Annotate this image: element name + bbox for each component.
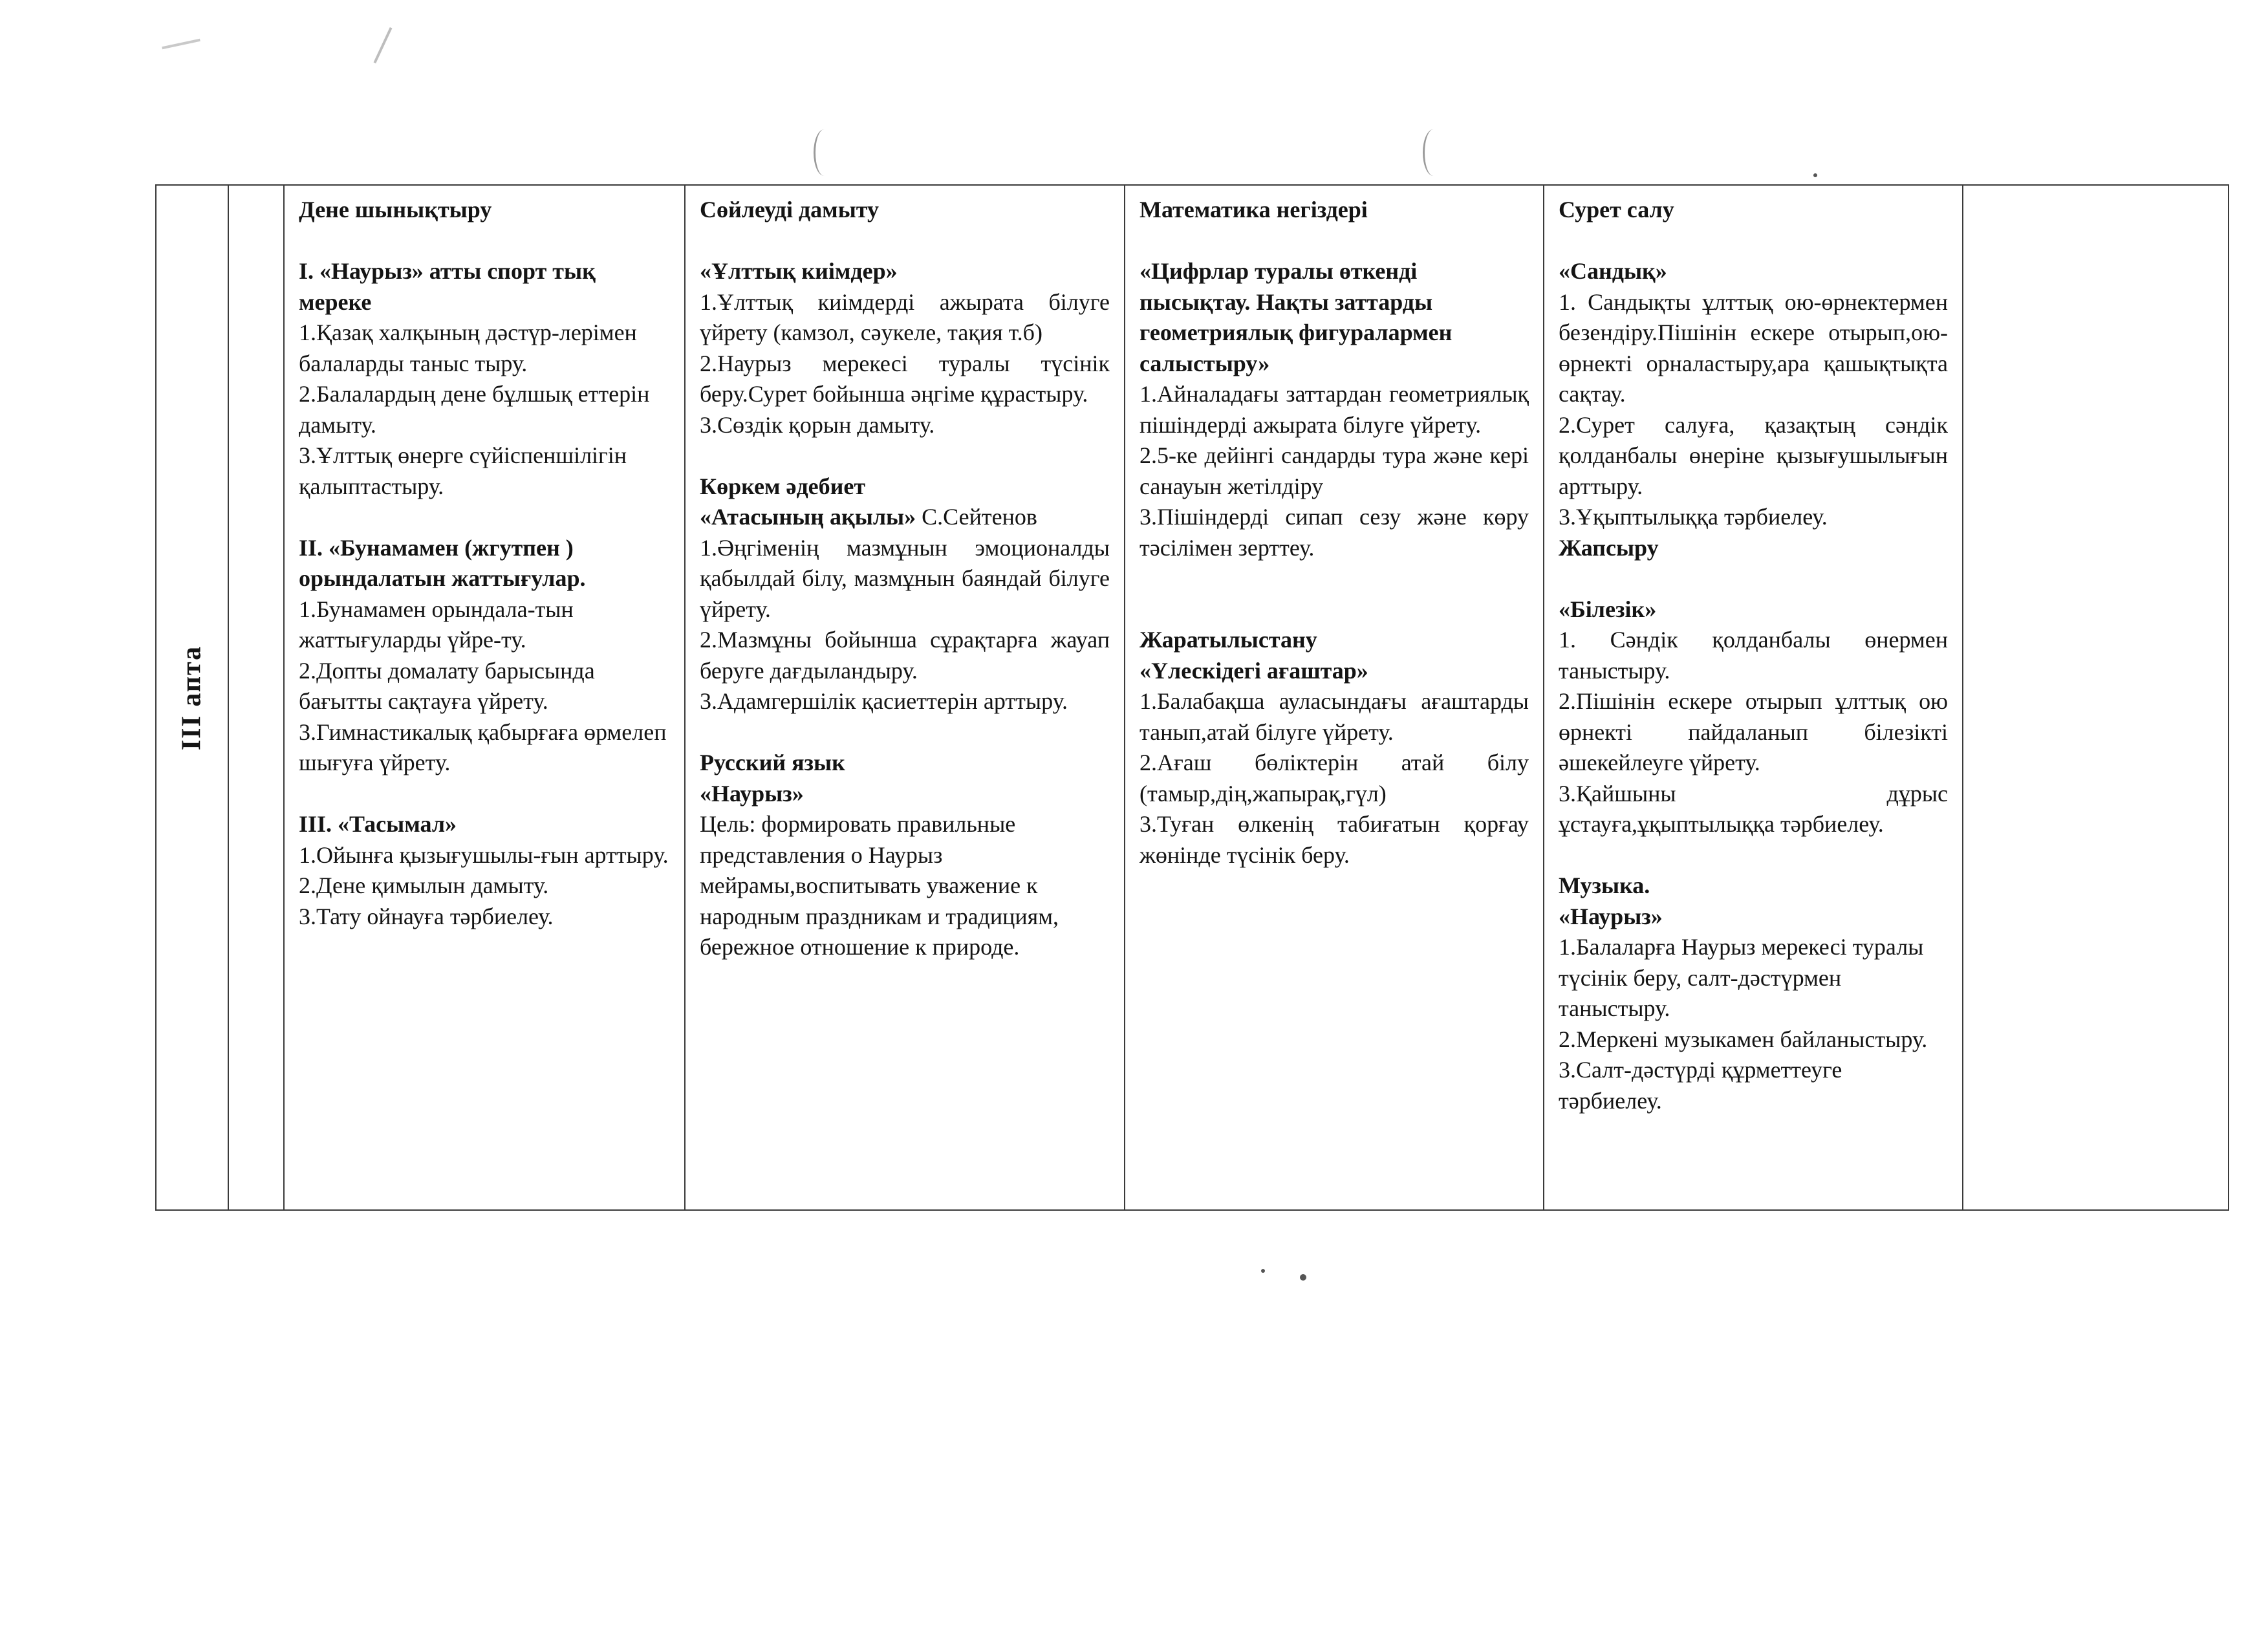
list-item: 1.Қазақ халқының дәстүр-лерімен балаларды таныс тыру. xyxy=(299,319,637,376)
list-item: 1.Бунамамен орындала-тын жаттығуларды үйре-ту. xyxy=(299,596,574,653)
list-item: 2.Мазмұны бойынша сұрақтарға жауап беруге дағдыландыру. xyxy=(700,627,1110,684)
list-item: 1.Балаларға Наурыз мерекесі туралы түсінік беру, салт-дәстүрмен таныстыру. xyxy=(1559,934,1924,1021)
list-item: 2.Наурыз мерекесі туралы түсінік беру.Сурет бойынша әңгіме құрастыру. xyxy=(700,350,1110,407)
pe-section-heading: III. «Тасымал» xyxy=(299,811,457,837)
empty-cell xyxy=(228,185,284,1210)
list-item: 2.Допты домалату барысында бағытты сақтауға үйрету. xyxy=(299,657,595,714)
russian-heading: «Наурыз» xyxy=(700,780,804,807)
list-item: 1.Әңгіменің мазмұнын эмоционалды қабылдай білу, мазмұнын баяндай білуге үйрету. xyxy=(700,534,1110,622)
pe-section-heading: I. «Наурыз» атты спорт тық мереке xyxy=(299,258,596,315)
list-item: 1.Ұлттық киімдерді ажырата білуге үйрету (камзол, сәукеле, тақия т.б) xyxy=(700,288,1110,345)
pe-title: Дене шынықтыру xyxy=(299,197,492,222)
nature-title: Жаратылыстану xyxy=(1139,627,1317,653)
list-item: 3.Сөздік қорын дамыту. xyxy=(700,411,935,438)
list-item: 3.Гимнастикалық қабырғаға өрмелеп шығуға үйрету. xyxy=(299,719,667,775)
speech-title: Сөйлеуді дамыту xyxy=(700,197,880,222)
list-item: 2.Ағаш бөліктерін атай білу (тамыр,дің,жапырақ,гүл) xyxy=(1139,750,1529,807)
list-item: 1.Ойынға қызығушылы-ғын арттыру. xyxy=(299,841,669,868)
music-heading: «Наурыз» xyxy=(1559,903,1663,929)
math-title: Математика негіздері xyxy=(1139,197,1368,222)
art-title: Сурет салу xyxy=(1559,197,1674,222)
list-item: 3.Салт-дәстүрді құрметтеуге тәрбиелеу. xyxy=(1559,1057,1842,1114)
scan-mark xyxy=(374,27,393,63)
scan-mark xyxy=(1423,129,1444,176)
speech-cell xyxy=(685,185,1125,1210)
weekly-plan-table xyxy=(155,184,2229,1211)
art-heading: «Сандық» xyxy=(1559,258,1667,284)
literature-heading: «Атасының ақылы» xyxy=(700,504,916,530)
math-cell xyxy=(1125,185,1544,1210)
list-item: 1. Сәндік қолданбалы өнермен таныстыру. xyxy=(1559,627,1948,684)
music-title: Музыка. xyxy=(1559,872,1650,898)
scan-dot xyxy=(1813,173,1817,177)
pe-section-heading: II. «Бунамамен (жгутпен ) орындалатын жаттығулар. xyxy=(299,534,586,591)
empty-cell xyxy=(1963,185,2229,1210)
scan-dot xyxy=(1300,1274,1306,1281)
list-item: 3.Тату ойнауға тәрбиелеу. xyxy=(299,903,554,929)
russian-title: Русский язык xyxy=(700,750,845,775)
list-item: 3.Туған өлкенің табиғатын қорғау жөнінде түсінік беру. xyxy=(1139,811,1529,868)
list-item: 2.Дене қимылын дамыту. xyxy=(299,872,549,898)
nature-heading: «Үлескідегі ағаштар» xyxy=(1139,657,1368,684)
list-item: 2.Сурет салуға, қазақтың сәндік қолданбалы өнеріне қызығушылығын арттыру. xyxy=(1559,411,1948,499)
list-item: 1.Айналадағы заттардан геометриялық пішіндерді ажырата білуге үйрету. xyxy=(1139,381,1529,438)
list-item: 3.Пішіндерді сипап сезу және көру тәсілімен зерттеу. xyxy=(1139,504,1529,561)
scan-dot xyxy=(1261,1269,1265,1273)
pe-cell xyxy=(284,185,685,1210)
list-item: 3.Адамгершілік қасиеттерін арттыру. xyxy=(700,688,1068,714)
list-item: 2.5-ке дейінгі сандарды тура және кері санауын жетілдіру xyxy=(1139,442,1529,499)
applique-heading: «Білезік» xyxy=(1559,596,1657,622)
table-row xyxy=(156,185,2229,1210)
art-cell xyxy=(1544,185,1963,1210)
literature-heading-line xyxy=(700,502,1110,533)
list-item: 2.Балалардың дене бұлшық еттерін дамыту. xyxy=(299,381,650,438)
week-label: III апта xyxy=(177,645,207,750)
literature-title: Көркем әдебиет xyxy=(700,473,866,499)
math-heading: «Цифрлар туралы өткенді пысықтау. Нақты заттарды геометриялық фигуралармен салыстыру» xyxy=(1139,258,1453,376)
list-item: 2.Пішінін ескере отырып ұлттық ою өрнекті пайдаланып білезікті әшекейлеуге үйрету. xyxy=(1559,688,1948,775)
list-item: 1. Сандықты ұлттық ою-өрнектермен безендіру.Пішінін ескере отырып,ою-өрнекті орналастыру,ара қашықтықта сақтау. xyxy=(1559,288,1948,407)
russian-text: Цель: формировать правильные представления о Наурыз мейрамы,воспитывать уважение к народным праздникам и традициям, бережное отношение к природе. xyxy=(700,811,1059,960)
scan-mark xyxy=(814,129,835,176)
applique-title: Жапсыру xyxy=(1559,534,1659,561)
list-item: 3.Ұқыптылыққа тәрбиелеу. xyxy=(1559,504,1828,530)
list-item: 1.Балабақша ауласындағы ағаштарды танып,атай білуге үйрету. xyxy=(1139,688,1529,745)
scan-mark xyxy=(162,39,200,49)
list-item: 2.Меркені музыкамен байланыстыру. xyxy=(1559,1026,1928,1052)
list-item: 3.Ұлттық өнерге сүйіспеншілігін қалыптастыру. xyxy=(299,442,627,499)
literature-author: С.Сейтенов xyxy=(916,504,1037,530)
week-cell xyxy=(156,185,228,1210)
list-item: 3.Қайшыны дұрыс ұстауға,ұқыптылыққа тәрбиелеу. xyxy=(1559,780,1948,837)
speech-heading: «Ұлттық киімдер» xyxy=(700,258,898,284)
